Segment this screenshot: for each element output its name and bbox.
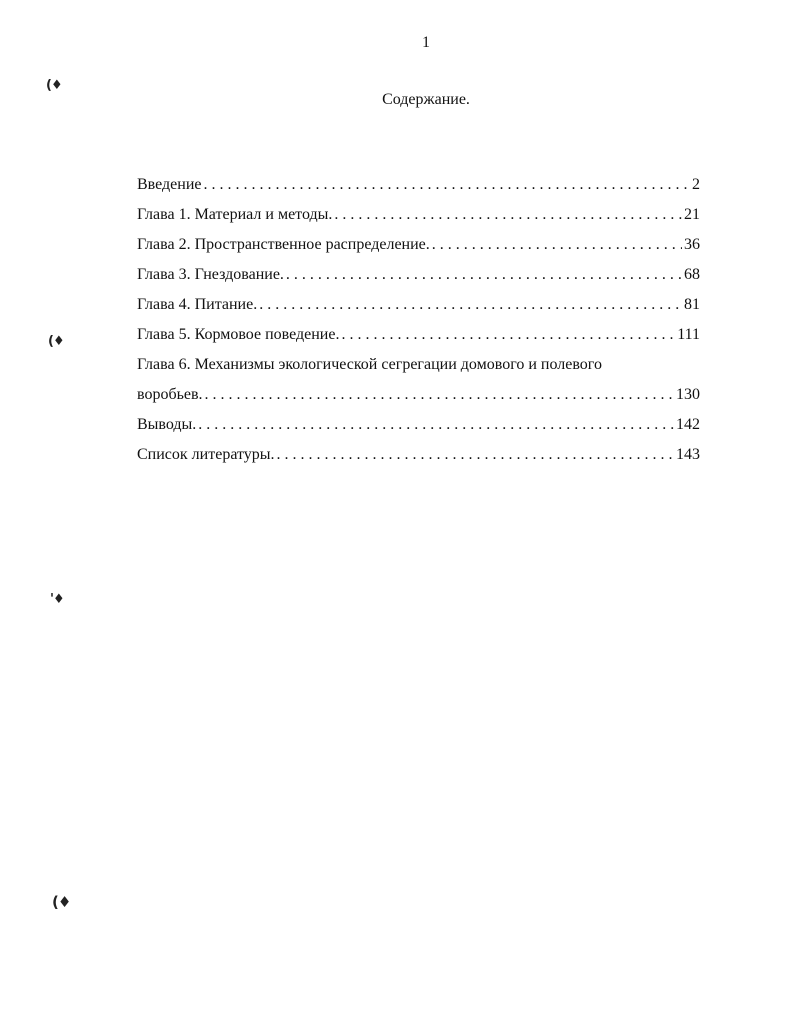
- toc-entry-chapter-3[interactable]: [137, 260, 700, 290]
- toc-entry-chapter-6-line-1[interactable]: [137, 350, 700, 380]
- toc-title: Содержание.: [382, 91, 470, 108]
- toc-entry-label: Выводы.: [137, 416, 197, 433]
- toc-entry-references[interactable]: [137, 440, 700, 470]
- dot-leader: [259, 290, 682, 320]
- dot-leader: [204, 170, 689, 200]
- binding-hole-mark: '♦: [50, 592, 64, 607]
- dot-leader: [286, 260, 682, 290]
- toc-entry-label: Введение: [137, 176, 202, 193]
- dot-leader: [432, 230, 682, 260]
- dot-leader: [277, 440, 674, 470]
- toc-entry-label: Глава 2. Пространственное распределение.: [137, 236, 430, 253]
- binding-hole-mark: (♦: [48, 334, 64, 349]
- toc-entry-page: 142: [676, 416, 700, 433]
- toc-entry-chapter-4[interactable]: [137, 290, 700, 320]
- toc-entry-page: 81: [684, 296, 700, 313]
- toc-entry-chapter-6-line-2[interactable]: [137, 380, 700, 410]
- binding-hole-mark: (♦: [52, 893, 71, 911]
- dot-leader: [334, 200, 682, 230]
- toc-entry-page: 68: [684, 266, 700, 283]
- toc-entry-introduction[interactable]: [137, 170, 700, 200]
- toc-entry-label: Глава 5. Кормовое поведение.: [137, 326, 340, 343]
- toc-entry-chapter-1[interactable]: [137, 200, 700, 230]
- toc-entry-page: 2: [692, 176, 700, 193]
- toc-entry-conclusions[interactable]: [137, 410, 700, 440]
- toc-entry-page: 143: [676, 446, 700, 463]
- toc-entry-label: Список литературы.: [137, 446, 275, 463]
- binding-hole-mark: (♦: [46, 78, 62, 93]
- table-of-contents: [137, 170, 700, 470]
- toc-entry-page: 130: [676, 386, 700, 403]
- toc-entry-page: 111: [677, 326, 700, 343]
- dot-leader: [341, 320, 675, 350]
- toc-entry-label: Глава 4. Питание.: [137, 296, 258, 313]
- toc-entry-page: 36: [684, 236, 700, 253]
- toc-entry-label: Глава 3. Гнездование.: [137, 266, 284, 283]
- toc-entry-chapter-5[interactable]: [137, 320, 700, 350]
- dot-leader: [198, 410, 674, 440]
- dot-leader: [205, 380, 674, 410]
- toc-entry-chapter-2[interactable]: [137, 230, 700, 260]
- toc-entry-label: Глава 6. Механизмы экологической сегрегации домового и полевого: [137, 356, 602, 373]
- page-number: 1: [422, 34, 430, 51]
- toc-entry-page: 21: [684, 206, 700, 223]
- toc-entry-label: Глава 1. Материал и методы.: [137, 206, 333, 223]
- toc-entry-label: воробьев.: [137, 386, 203, 403]
